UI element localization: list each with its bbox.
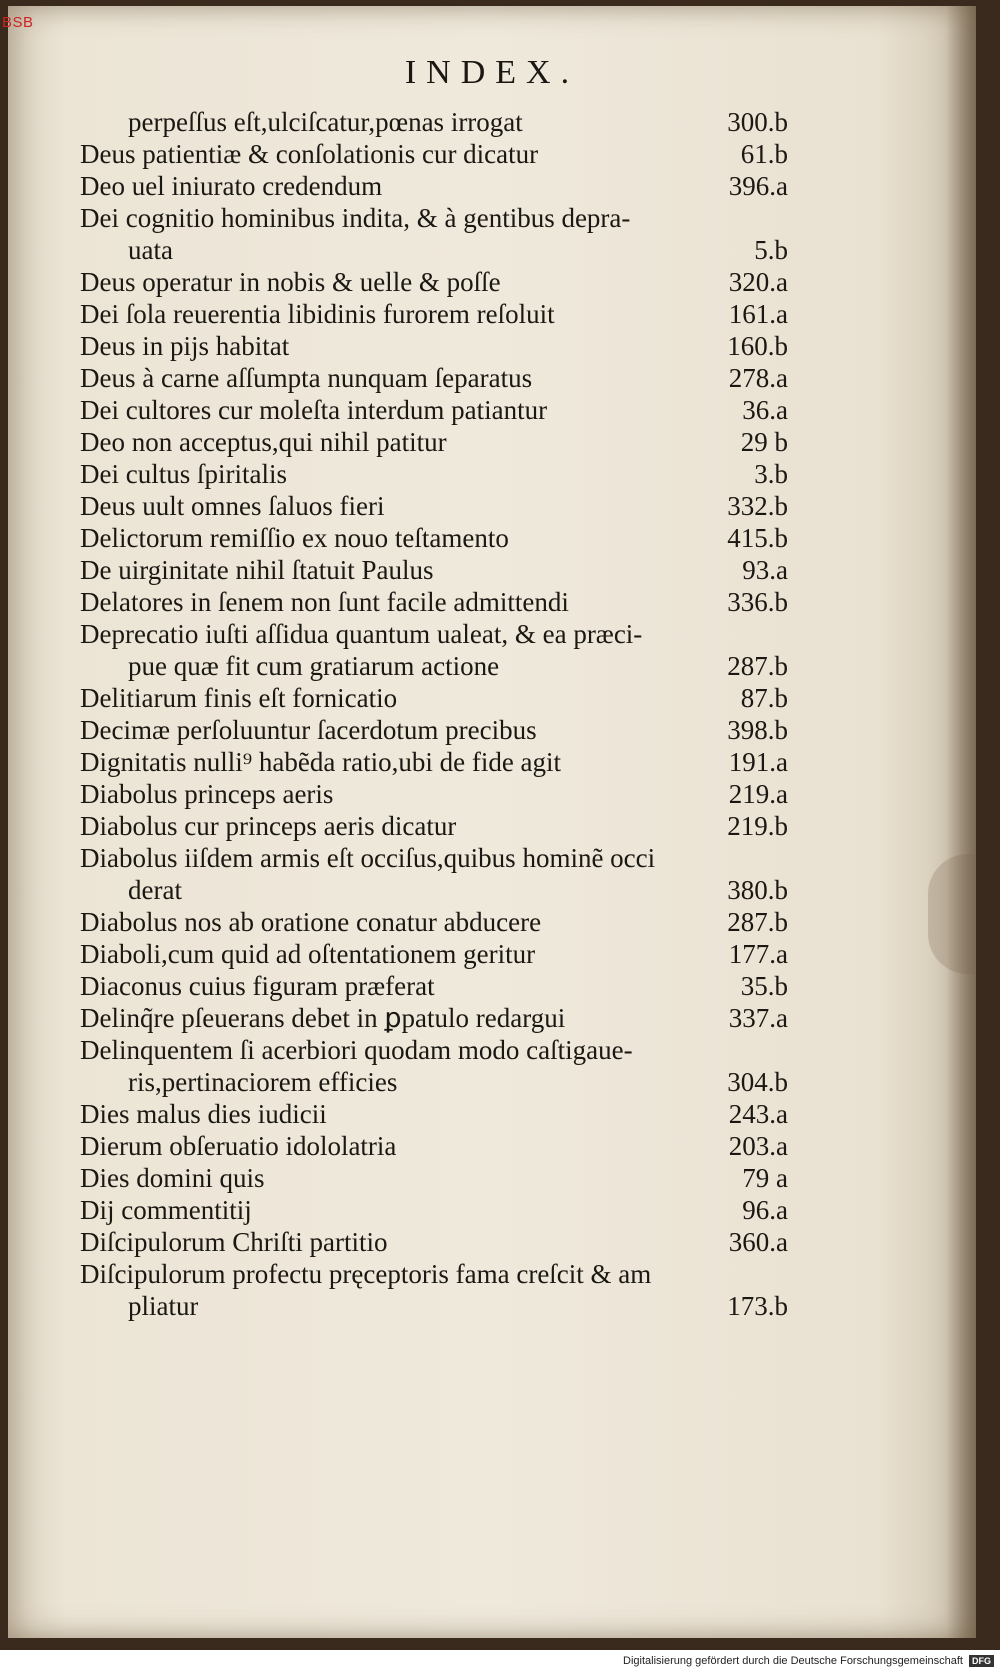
- index-entry-reference: 287.b: [727, 907, 788, 937]
- index-entry-text: Diaboli,cum quid ad oſtentationem geritur: [80, 939, 536, 969]
- index-entry-text: Deprecatio iuſti aſſidua quantum ualeat, & ea præci-: [80, 619, 643, 649]
- index-entry-reference: 93.a: [742, 555, 788, 585]
- index-entry-text: Decimæ perſoluuntur ſacerdotum precibus: [80, 715, 537, 745]
- index-entry-reference: 360.a: [728, 1227, 788, 1257]
- index-entry-reference: 173.b: [727, 1291, 788, 1321]
- index-entry-reference: 79 a: [742, 1163, 788, 1193]
- index-entry-reference: 3.b: [754, 459, 788, 489]
- page-header: INDEX.: [404, 54, 580, 91]
- page-edge-shadow: [946, 6, 976, 1638]
- index-entry-reference: 320.a: [728, 267, 788, 297]
- index-entry: [80, 138, 788, 170]
- index-entry: [80, 1002, 788, 1034]
- index-entry-text: Dies domini quis: [80, 1163, 265, 1193]
- index-entry: [80, 778, 788, 810]
- index-entry-reference: 219.a: [728, 779, 788, 809]
- index-entry-text: Delinq̃re pſeuerans debet in ꝑpatulo redargui: [80, 1003, 566, 1033]
- index-entry-text: Diaconus cuius figuram præferat: [80, 971, 435, 1001]
- index-entry: [80, 1162, 788, 1194]
- index-entry-text: Delinquentem ſi acerbiori quodam modo caſtigaue-: [80, 1035, 633, 1065]
- index-entry: [80, 490, 788, 522]
- index-entry: [80, 1130, 788, 1162]
- index-entry: [80, 714, 788, 746]
- index-entry: [80, 746, 788, 778]
- library-stamp: BSB: [2, 14, 34, 31]
- footer-credit: Digitalisierung gefördert durch die Deutsche Forschungsgemeinschaft: [623, 1655, 963, 1667]
- index-entry-text: Diſcipulorum Chriſti partitio: [80, 1227, 388, 1257]
- index-entry-reference: 304.b: [727, 1067, 788, 1097]
- page-tab-shadow: [928, 854, 976, 974]
- index-entry-text: Deus in pijs habitat: [80, 331, 290, 361]
- index-entry-text: Dij commentitij: [80, 1195, 252, 1225]
- footer: [623, 1650, 994, 1672]
- index-entry: [80, 458, 788, 490]
- index-entry-text: derat: [128, 875, 182, 905]
- index-entry: [80, 874, 788, 906]
- index-entry: [80, 330, 788, 362]
- index-entry-reference: 396.a: [728, 171, 788, 201]
- index-entry: [80, 970, 788, 1002]
- index-entry-text: Dei cultus ſpiritalis: [80, 459, 287, 489]
- index-entry-text: Dierum obſeruatio idololatria: [80, 1131, 397, 1161]
- index-entry: [80, 906, 788, 938]
- index-entry-text: Diabolus nos ab oratione conatur abducere: [80, 907, 542, 937]
- index-entry-text: Dies malus dies iudicii: [80, 1099, 327, 1129]
- index-entry-reference: 337.a: [728, 1003, 788, 1033]
- index-entry-reference: 5.b: [754, 235, 788, 265]
- index-entry: [80, 362, 788, 394]
- index-entries: [80, 106, 788, 1322]
- index-entry-reference: 332.b: [727, 491, 788, 521]
- index-entry-text: Delitiarum finis eſt fornicatio: [80, 683, 398, 713]
- index-entry: [80, 1258, 788, 1290]
- index-entry: [80, 618, 788, 650]
- index-entry-reference: 96.a: [742, 1195, 788, 1225]
- index-entry-reference: 35.b: [740, 971, 788, 1001]
- index-entry-reference: 219.b: [727, 811, 788, 841]
- index-entry-text: Deus patientiæ & conſolationis cur dicatur: [80, 139, 539, 169]
- index-entry: [80, 810, 788, 842]
- index-entry: [80, 1226, 788, 1258]
- index-entry: [80, 170, 788, 202]
- index-entry: [80, 1098, 788, 1130]
- index-entry: [80, 522, 788, 554]
- index-entry-reference: 415.b: [727, 523, 788, 553]
- index-entry-text: Delatores in ſenem non ſunt facile admittendi: [80, 587, 569, 617]
- index-entry-reference: 160.b: [727, 331, 788, 361]
- book-page: [8, 6, 976, 1638]
- index-entry-reference: 161.a: [728, 299, 788, 329]
- index-entry-text: pliatur: [128, 1291, 199, 1321]
- index-entry: [80, 394, 788, 426]
- index-entry: [80, 586, 788, 618]
- index-entry-text: pue quæ fit cum gratiarum actione: [128, 651, 500, 681]
- index-entry-text: Diſcipulorum profectu pręceptoris fama creſcit & am: [80, 1259, 652, 1289]
- index-entry: [80, 1034, 788, 1066]
- index-entry-reference: 300.b: [727, 107, 788, 137]
- index-entry: [80, 202, 788, 234]
- index-entry: [80, 650, 788, 682]
- index-entry-reference: 380.b: [727, 875, 788, 905]
- index-entry-text: Diabolus princeps aeris: [80, 779, 334, 809]
- index-entry-text: Delictorum remiſſio ex nouo teſtamento: [80, 523, 509, 553]
- index-entry-text: uata: [128, 235, 173, 265]
- index-entry-reference: 61.b: [740, 139, 788, 169]
- index-entry-reference: 287.b: [727, 651, 788, 681]
- index-entry-text: Diabolus iiſdem armis eſt occiſus,quibus hominẽ occi: [80, 843, 656, 873]
- index-entry-text: Dei cognitio hominibus indita, & à gentibus depra-: [80, 203, 631, 233]
- index-entry-text: Deo non acceptus,qui nihil patitur: [80, 427, 447, 457]
- index-entry: [80, 234, 788, 266]
- index-entry-text: De uirginitate nihil ſtatuit Paulus: [80, 555, 434, 585]
- index-entry-reference: 87.b: [740, 683, 788, 713]
- index-entry-text: ris,pertinaciorem efficies: [128, 1067, 398, 1097]
- index-entry-text: Dignitatis nulli⁹ habẽda ratio,ubi de fide agit: [80, 747, 562, 777]
- dfg-logo: DFG: [969, 1655, 994, 1667]
- index-entry: [80, 938, 788, 970]
- index-entry-text: Deus uult omnes ſaluos fieri: [80, 491, 385, 521]
- index-entry: [80, 554, 788, 586]
- index-entry-text: Dei ſola reuerentia libidinis furorem reſoluit: [80, 299, 555, 329]
- index-entry: [80, 1194, 788, 1226]
- index-entry: [80, 298, 788, 330]
- index-entry: [80, 842, 788, 874]
- index-entry-reference: 278.a: [728, 363, 788, 393]
- index-entry-reference: 243.a: [728, 1099, 788, 1129]
- index-entry: [80, 682, 788, 714]
- index-entry-reference: 177.a: [728, 939, 788, 969]
- index-entry-text: Dei cultores cur moleſta interdum patiantur: [80, 395, 548, 425]
- index-entry-text: perpeſſus eſt,ulciſcatur,pœnas irrogat: [128, 107, 523, 137]
- index-entry-text: Deo uel iniurato credendum: [80, 171, 383, 201]
- index-entry: [80, 106, 788, 138]
- index-entry-text: Diabolus cur princeps aeris dicatur: [80, 811, 457, 841]
- index-entry: [80, 266, 788, 298]
- index-entry-text: Deus à carne aſſumpta nunquam ſeparatus: [80, 363, 533, 393]
- index-entry-reference: 336.b: [727, 587, 788, 617]
- index-entry-reference: 191.a: [728, 747, 788, 777]
- index-entry-text: Deus operatur in nobis & uelle & poſſe: [80, 267, 501, 297]
- index-entry: [80, 426, 788, 458]
- index-entry: [80, 1066, 788, 1098]
- index-entry-reference: 398.b: [727, 715, 788, 745]
- index-entry-reference: 29 b: [740, 427, 788, 457]
- index-entry-reference: 203.a: [728, 1131, 788, 1161]
- index-entry-reference: 36.a: [742, 395, 788, 425]
- index-entry: [80, 1290, 788, 1322]
